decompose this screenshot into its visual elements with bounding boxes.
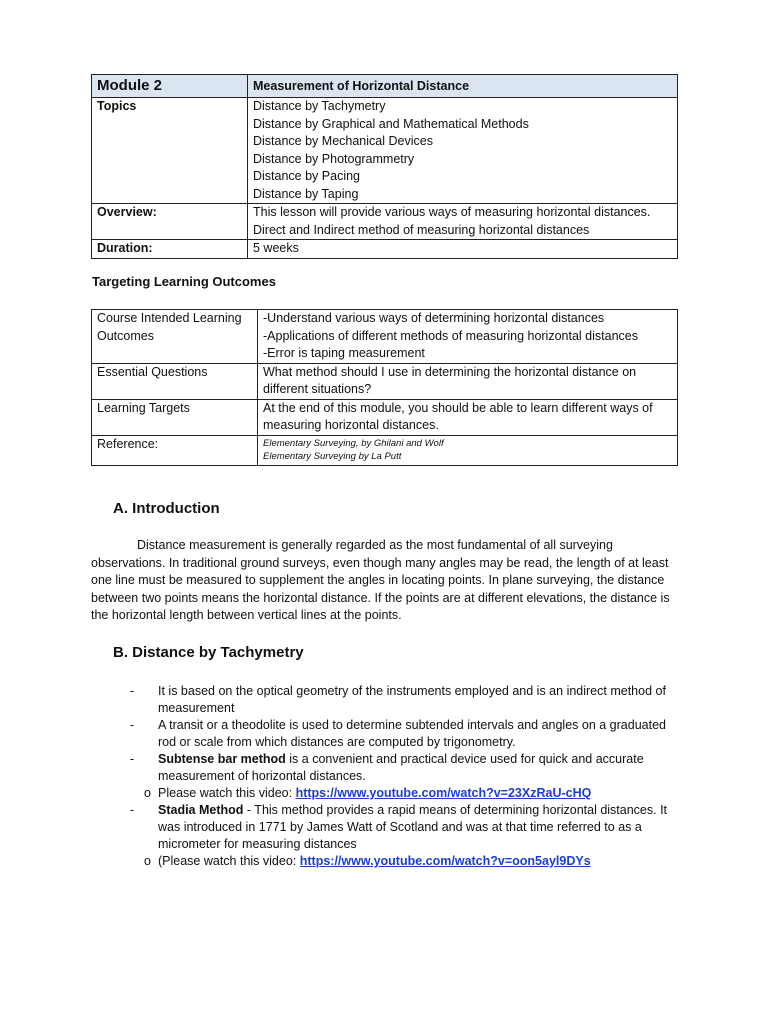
overview-line: Direct and Indirect method of measuring horizontal distances — [253, 222, 590, 237]
dash-bullet: - — [130, 718, 135, 732]
learning-targets-row — [92, 399, 678, 435]
topics-list — [248, 98, 678, 204]
video-prompt: (Please watch this video: — [158, 854, 300, 868]
cilo-label: Course Intended Learning Outcomes — [92, 310, 258, 364]
topic-item: Distance by Photogrammetry — [253, 151, 415, 166]
reference-row — [92, 435, 678, 465]
video-prompt: Please watch this video: — [158, 786, 296, 800]
dash-bullet: - — [130, 684, 135, 698]
learning-targets-label: Learning Targets — [92, 399, 258, 435]
introduction-paragraph: Distance measurement is generally regarded as the most fundamental of all surveying observations. In traditional ground surveys, even though many angles may be read, the length of at least one line must be measured to supplement the angles in locating points. In plane surveying, the distance between two points means the horizontal distance. If the points are at different elevations, the distance is the horizontal length between vertical lines at the points. — [91, 538, 670, 622]
list-item-text: It is based on the optical geometry of the instruments employed and is an indirect method of measurement — [158, 684, 666, 715]
essential-questions-value: What method should I use in determining the horizontal distance on different situations? — [258, 363, 678, 399]
essential-questions-label: Essential Questions — [92, 363, 258, 399]
video-link-stadia[interactable]: https://www.youtube.com/watch?v=oon5ayl9DYs — [299, 854, 591, 868]
video-link-subtense[interactable]: https://www.youtube.com/watch?v=23XzRaU-cHQ — [295, 786, 592, 800]
targeting-outcomes-heading: Targeting Learning Outcomes — [92, 274, 276, 289]
cilo-row — [92, 310, 678, 364]
list-item — [130, 751, 682, 785]
sub-list-item — [130, 853, 682, 870]
dash-bullet: - — [130, 803, 135, 817]
learning-targets-value: At the end of this module, you should be able to learn different ways of measuring horizontal distances. — [258, 399, 678, 435]
topic-item: Distance by Pacing — [253, 169, 361, 183]
reference-item: Elementary Surveying by La Putt — [263, 450, 402, 462]
duration-value: 5 weeks — [248, 240, 678, 259]
topics-label: Topics — [92, 98, 248, 204]
overview-line: This lesson will provide various ways of measuring horizontal distances. — [253, 205, 651, 219]
module-table — [91, 74, 678, 259]
topic-item: Distance by Mechanical Devices — [253, 134, 433, 148]
circle-bullet: o — [144, 854, 151, 868]
stadia-method-term: Stadia Method — [158, 803, 244, 817]
list-item-text: A transit or a theodolite is used to determine subtended intervals and angles on a graduated rod or scale from which distances are computed by trigonometry. — [158, 718, 666, 749]
circle-bullet: o — [144, 786, 151, 800]
subtense-bar-term: Subtense bar method — [158, 752, 286, 766]
topic-item: Distance by Tachymetry — [253, 99, 386, 113]
essential-questions-row — [92, 363, 678, 399]
module-label: Module 2 — [92, 75, 248, 98]
dash-bullet: - — [130, 752, 135, 766]
introduction-heading: A. Introduction — [113, 500, 220, 517]
outcomes-table — [91, 309, 678, 466]
overview-label: Overview: — [92, 204, 248, 240]
list-item-text: is a convenient and practical device used for quick and accurate measurement of horizontal distances. — [158, 752, 644, 783]
module-title: Measurement of Horizontal Distance — [248, 75, 678, 98]
list-item-text: - This method provides a rapid means of determining horizontal distances. It was introduced in 1771 by James Watt of Scotland and was at that time referred to as a micrometer for measuring distances — [158, 803, 668, 851]
reference-value — [258, 435, 678, 465]
cilo-line: -Understand various ways of determining horizontal distances — [263, 311, 605, 325]
list-item — [130, 802, 682, 853]
cilo-value — [258, 310, 678, 364]
duration-label: Duration: — [92, 240, 248, 259]
overview-row — [92, 204, 678, 240]
tachymetry-heading: B. Distance by Tachymetry — [113, 644, 304, 661]
sub-list-item — [130, 785, 682, 802]
reference-label: Reference: — [92, 435, 258, 465]
module-header-row — [92, 75, 678, 98]
duration-row — [92, 240, 678, 259]
overview-value — [248, 204, 678, 240]
reference-item: Elementary Surveying, by Ghilani and Wolf — [263, 437, 444, 449]
list-item — [130, 683, 682, 717]
topic-item: Distance by Taping — [253, 186, 359, 201]
topic-item: Distance by Graphical and Mathematical Methods — [253, 116, 529, 131]
cilo-line: -Error is taping measurement — [263, 346, 425, 360]
tachymetry-list — [130, 683, 682, 870]
topics-row — [92, 98, 678, 204]
list-item — [130, 717, 682, 751]
cilo-line: -Applications of different methods of measuring horizontal distances — [263, 328, 638, 343]
